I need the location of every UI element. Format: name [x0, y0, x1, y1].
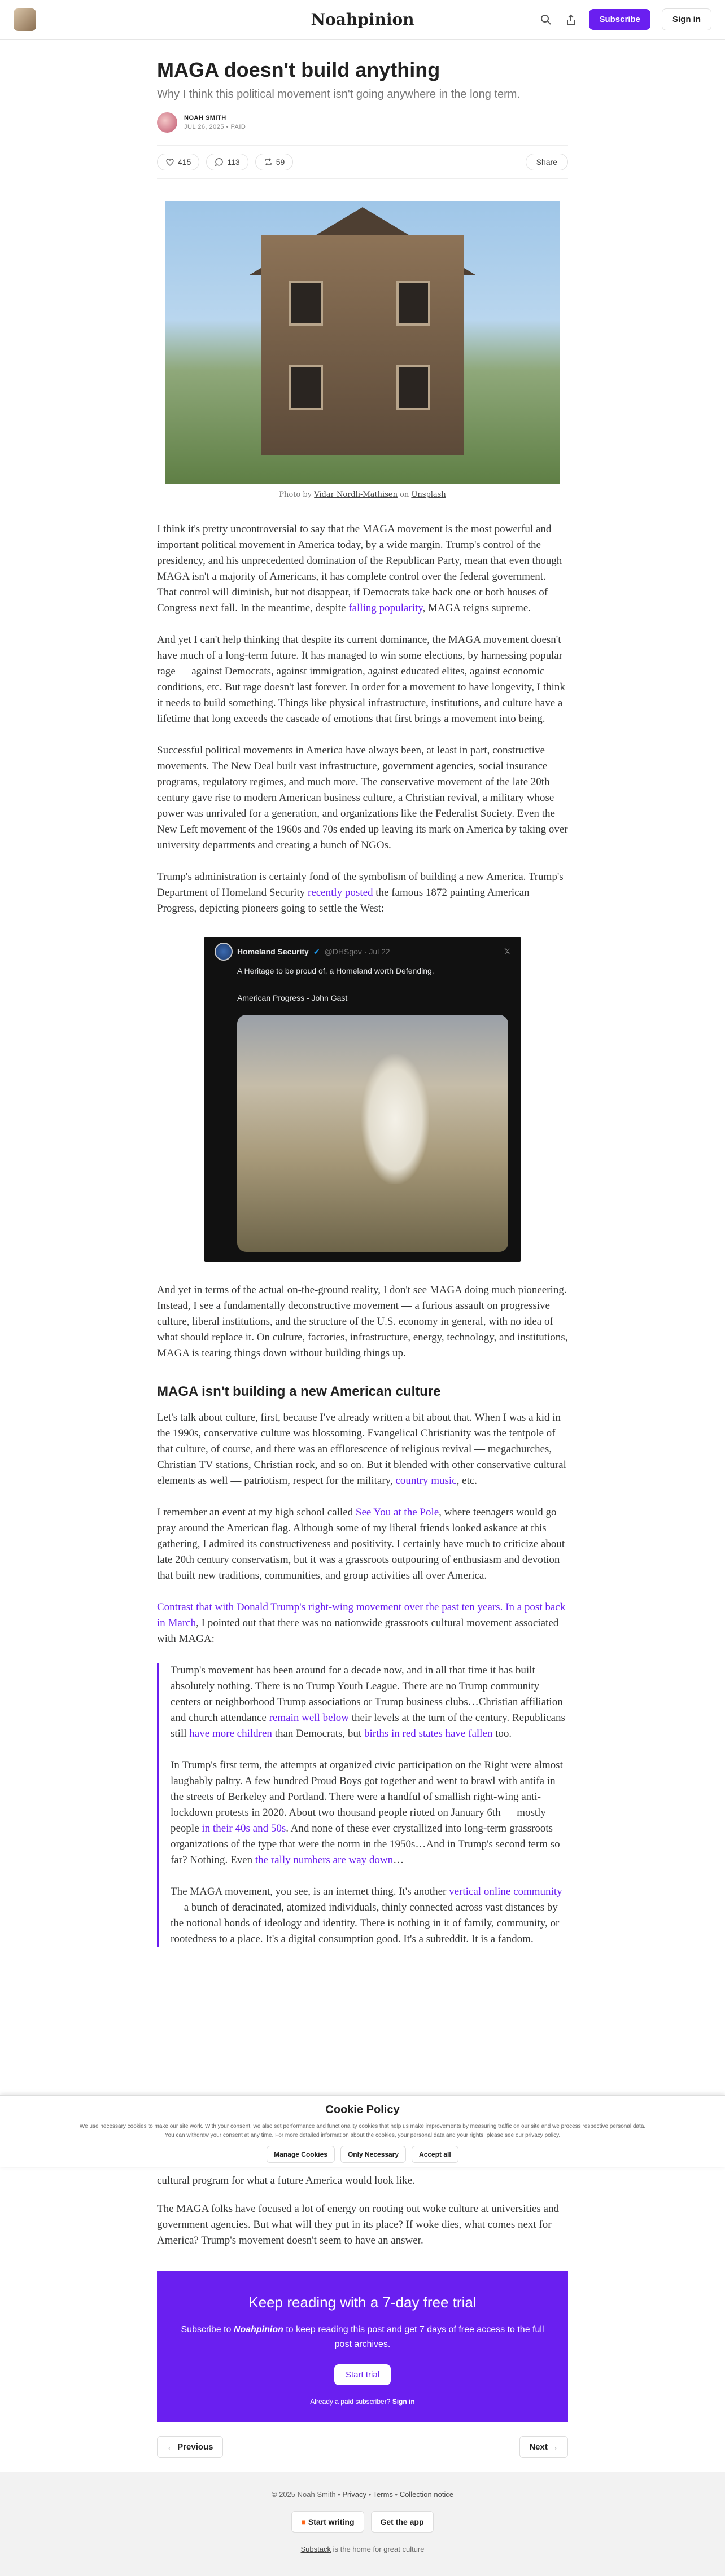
tweet-subtext: American Progress - John Gast [237, 993, 348, 1002]
cookie-banner [0, 2095, 725, 2167]
sign-in-button[interactable]: Sign in [662, 8, 711, 30]
like-count: 415 [178, 157, 191, 167]
paragraph: Successful political movements in America have always been, at least in part, constructive movements. The New Deal built vast infrastructure, government agencies, social insurance programs, regulatory regimes, and much more. The conservative movement of the late 20th century gave rise to modern American business culture, a Christian revival, a military whose power was unrivaled for a generation, and organizations like the Federalist Society. Even the New Left movement of the 1960s and 70s ended up leaving its mark on America by taking over university departments and creating a bunch of NGOs. [157, 744, 568, 851]
post-container [157, 58, 568, 1947]
manage-cookies-button[interactable]: Manage Cookies [267, 2146, 335, 2163]
restack-icon [264, 157, 273, 167]
remain-well-below-link[interactable]: remain well below [269, 1712, 350, 1724]
births-red-states-link[interactable]: births in red states have fallen [364, 1728, 493, 1740]
like-button[interactable] [157, 154, 199, 170]
house-window [396, 365, 430, 410]
comment-button[interactable] [206, 154, 248, 170]
see-you-at-the-pole-link[interactable]: See You at the Pole [355, 1506, 439, 1518]
recently-posted-link[interactable]: recently posted [307, 887, 373, 899]
tweet-author-name[interactable]: Homeland Security [237, 947, 309, 956]
paywall-text [174, 2323, 551, 2352]
header-actions [539, 8, 711, 30]
dhs-seal-icon [215, 943, 233, 961]
contrast-link[interactable]: Contrast that with Donald Trump's right-wing movement over the past ten years. In a [157, 1601, 522, 1613]
paywall-title: Keep reading with a 7-day free trial [248, 2294, 477, 2311]
start-writing-label: Start writing [308, 2517, 355, 2526]
cookie-text-line: You can withdraw your consent at any time. For more detailed information about the cookies, your personal data and your rights, please see our privacy policy. [164, 2132, 561, 2139]
search-icon[interactable] [539, 13, 553, 27]
post-date: JUL 26, 2025 • PAID [184, 124, 246, 130]
paragraph-text: Let's talk about culture, first, because I've already written a bit about that. When I was a kid in the 1990s, conservative culture was blossoming. Evangelical Christianity was the tentpole of that culture, of course, and there was an efflorescence of religious revival — megachurches, Christian TV stations, Christian rock, and so on. But it blended with other conservative cultural elements as well — patriotism, respect for the military, [157, 1412, 566, 1487]
paragraph [157, 1600, 568, 1647]
author-name[interactable]: NOAH SMITH [184, 115, 226, 121]
copyright-text: © 2025 Noah Smith • [271, 2490, 340, 2499]
paragraph-text: , where teenagers would go pray around the American flag. Although some of my liberal friends looked askance at this gathering, I admired its constructiveness and positivity. I certainly have much to criticize about late 20th century conservatism, but it was a grassroots outpouring of enthusiasm and devotion that built new traditions, communities, and group activities all over America. [157, 1506, 565, 1581]
quote-text: The MAGA movement, you see, is an internet thing. It's another [171, 1886, 447, 1898]
paywall-small-text: Already a paid subscriber? [310, 2398, 391, 2406]
heart-icon [165, 157, 174, 167]
have-more-children-link[interactable]: have more children [189, 1728, 272, 1740]
paragraph: And yet I can't help thinking that despite its current dominance, the MAGA movement doesn't have much of a long-term future. It has managed to win some elections, by harnessing popular rage — against Democrats, against immigration, against educated elites, against economic conditions, etc. But rage doesn't last forever. In order for a movement to have longevity, I think it needs to build something. Things like physical infrastructure, institutions, and culture have a lifetime that long exceeds the cascade of emotions that first brings a movement into being. [157, 634, 565, 725]
quote-text: — a bunch of deracinated, atomized individuals, thinly connected across vast distances by the notional bonds of ideology and identity. There is nothing in it of family, community, or rootedness to a place. It's a digital consumption good. It's a subreddit. It is a fandom. [171, 1902, 560, 1945]
author-avatar[interactable] [157, 112, 177, 133]
get-app-button[interactable]: Get the app [371, 2511, 434, 2533]
quote-text: … [393, 1854, 404, 1866]
byline [157, 112, 568, 133]
quote-paragraph [171, 1758, 568, 1868]
post-title: MAGA doesn't build anything [157, 58, 440, 81]
paywall-sign-in-link[interactable]: Sign in [392, 2398, 415, 2406]
substack-logo-icon: ■ [301, 2517, 306, 2526]
paragraph-text: Trump's administration is certainly fond of the symbolism of building a new America. Trump's Department of Homeland Security [157, 871, 564, 899]
next-button[interactable]: Next → [519, 2436, 568, 2458]
quote-text: their levels at the turn of the century. Republicans still [171, 1712, 565, 1740]
house-window [289, 365, 323, 410]
substack-link[interactable]: Substack [300, 2545, 331, 2553]
house-window [396, 281, 430, 326]
post-continuation [157, 2173, 568, 2458]
paragraph: And yet in terms of the actual on-the-ground reality, I don't see MAGA doing much pioneering. Instead, I see a fundamentally deconstructive movement — a furious assault on progressive culture, liberal institutions, and the structure of the U.S. economy in general, with no idea of what should replace it. On culture, factories, infrastructure, energy, technology, and institutions, MAGA is tearing things down without building things up. [157, 1284, 568, 1359]
privacy-link[interactable]: Privacy [342, 2490, 366, 2499]
falling-popularity-link[interactable]: falling popularity [348, 602, 423, 614]
comment-count: 113 [227, 157, 240, 167]
caption-prefix: Photo by [279, 490, 312, 499]
paragraph: The MAGA folks have focused a lot of energy on rooting out woke culture at universities and government agencies. But what will they put in its place? If woke dies, what comes next for America? Trump's movement doesn't seem to have an answer. [157, 2203, 559, 2246]
caption-on: on [400, 490, 409, 499]
house-shape [261, 235, 464, 455]
quote-paragraph [171, 1884, 568, 1947]
share-icon[interactable] [564, 13, 578, 27]
collection-notice-link[interactable]: Collection notice [399, 2490, 454, 2499]
accept-all-button[interactable]: Accept all [412, 2146, 458, 2163]
quote-text: Trump's movement has been around for a decade now, and in all that time it has built absolutely nothing. There is no Trump Youth League. There are no Trump community centers or neighborhood Trump associations or Trump business clubs…Christian affiliation and church attendance [171, 1664, 563, 1724]
paragraph-text: I remember an event at my high school called [157, 1506, 353, 1518]
country-music-link[interactable]: country music [395, 1475, 457, 1487]
paragraph-text: , etc. [456, 1475, 478, 1487]
comment-icon [215, 157, 224, 167]
tweet-header [215, 943, 510, 961]
terms-link[interactable]: Terms [373, 2490, 393, 2499]
footer [0, 2472, 725, 2576]
publication-name[interactable]: Noahpinion [311, 10, 414, 29]
photo-source-link[interactable]: Unsplash [411, 490, 446, 499]
x-logo-icon: 𝕏 [504, 947, 510, 956]
paragraph [157, 522, 568, 616]
cookie-text-line: We use necessary cookies to make our site work. With your consent, we also set performance and functionality cookies that help us make improvements by measuring traffic on our site and we process respective personal data. [79, 2123, 646, 2130]
tweet-image[interactable] [237, 1015, 508, 1252]
embedded-tweet[interactable] [204, 937, 521, 1262]
blockquote [157, 1663, 568, 1947]
paragraph [157, 1410, 568, 1489]
cookie-text [0, 2122, 725, 2140]
photo-author-link[interactable]: Vidar Nordli-Mathisen [314, 490, 398, 499]
post-navigation [157, 2436, 568, 2458]
tagline-text: is the home for great culture [333, 2545, 425, 2553]
share-button[interactable]: Share [526, 154, 568, 170]
vertical-online-community-link[interactable]: vertical online community [449, 1886, 562, 1898]
cookie-title: Cookie Policy [325, 2104, 400, 2116]
post-subtitle: Why I think this political movement isn't going anywhere in the long term. [157, 88, 521, 100]
verified-icon: ✔ [313, 947, 320, 956]
house-window [289, 281, 323, 326]
restack-button[interactable] [255, 154, 294, 170]
paywall-text-part: Subscribe to [181, 2325, 232, 2334]
paywall-publication: Noahpinion [233, 2325, 283, 2334]
start-trial-button[interactable]: Start trial [334, 2364, 391, 2385]
subscribe-button[interactable]: Subscribe [589, 9, 650, 30]
top-bar [0, 0, 725, 40]
tweet-handle: @DHSgov · Jul 22 [324, 947, 390, 956]
tweet-text: A Heritage to be proud of, a Homeland worth Defending. [237, 966, 434, 975]
paragraph-text: , MAGA reigns supreme. [422, 602, 531, 614]
publication-logo[interactable] [14, 8, 36, 31]
paywall-box [157, 2271, 568, 2422]
paywall-text-part: to keep reading this post and get 7 days of free access to the full post archives. [286, 2325, 544, 2349]
photo-caption [157, 490, 568, 499]
post-actions [157, 145, 568, 179]
paywall-signin-line [174, 2398, 551, 2406]
restack-count: 59 [276, 157, 285, 167]
footer-buttons [0, 2511, 725, 2533]
post-body [157, 522, 568, 1947]
paragraph [157, 869, 568, 917]
quote-text: than Democrats, but [274, 1728, 362, 1740]
quote-text: . And none of these ever crystallized into long-term grassroots organizations of the type that were the norm in the 1950s…And in Trump's second term so far? Nothing. Even [171, 1823, 560, 1866]
quote-text: In Trump's first term, the attempts at organized civic participation on the Right were almost laughably paltry. A few hundred Proud Boys got together and went to brawl with antifa in the streets of Berkeley and Portland. There were a handful of smallish right-wing anti-lockdown protests in 2020. About two thousand people rioted on January 6th — mostly people [171, 1759, 563, 1834]
footer-links: © 2025 Noah Smith • Privacy • Terms • Collection notice [271, 2490, 454, 2499]
rally-numbers-link[interactable]: the rally numbers are way down [255, 1854, 394, 1866]
paragraph-text: the famous 1872 painting American Progress, depicting pioneers going to settle the West: [157, 887, 530, 914]
hero-image[interactable] [165, 201, 560, 484]
quote-paragraph [171, 1663, 568, 1742]
previous-button[interactable]: ← Previous [157, 2436, 223, 2458]
paragraph: cultural program for what a future America would look like. [157, 2175, 415, 2187]
cookie-buttons [0, 2146, 725, 2163]
paragraph-text: , I pointed out that there was no nationwide grassroots cultural movement associated with MAGA: [157, 1617, 559, 1645]
quote-text: too. [495, 1728, 512, 1740]
post-back-in-march-link[interactable]: post back in March [157, 1601, 566, 1629]
post-body-tail [157, 2173, 568, 2249]
only-necessary-button[interactable]: Only Necessary [340, 2146, 406, 2163]
start-writing-button[interactable] [291, 2511, 364, 2533]
in-their-40s-link[interactable]: in their 40s and 50s [202, 1823, 286, 1834]
paragraph-text: I think it's pretty uncontroversial to say that the MAGA movement is the most powerful and important political movement in America today, by a wide margin. Trump's control of the presidency, and his unprecedented domination of the Republican Party, mean that even though MAGA isn't a majority of Americans, it has complete control over the federal government. That control will diminish, but not disappear, if Democrats take back one or both houses of Congress next fall. In the meantime, despite [157, 523, 562, 614]
substack-tagline [0, 2545, 725, 2553]
painting-figure-shape [361, 1054, 429, 1184]
section-heading: MAGA isn't building a new American culture [157, 1384, 441, 1399]
paragraph [157, 1505, 568, 1584]
